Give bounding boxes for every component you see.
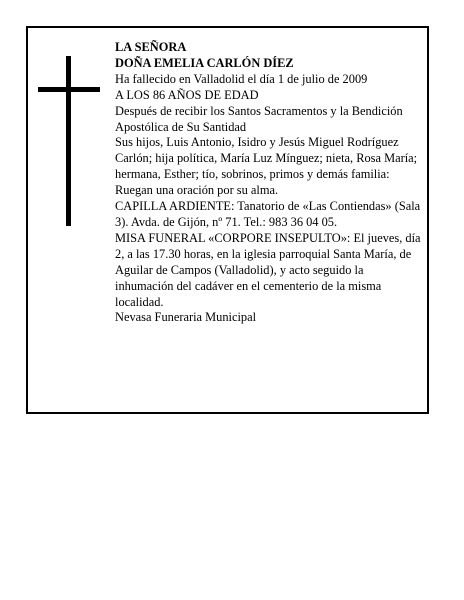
age-statement: A LOS 86 AÑOS DE EDAD [115,87,259,102]
cross-horizontal-bar [38,87,100,92]
family-paragraph: Sus hijos, Luis Antonio, Isidro y Jesús Miguel Rodríguez Carlón; hija política, María Luz Mínguez; nieta, Rosa María; hermana, Esther; tío, sobrinos, primos y demás familia: [115,135,418,182]
cross-vertical-bar [66,56,71,226]
chapel-paragraph: CAPILLA ARDIENTE: Tanatorio de «Las Contiendas» (Sala 3). Avda. de Gijón, nº 71. Tel.: 983 36 04 05. [115,199,421,229]
notice-text [115,40,425,326]
obituary-notice [26,26,429,414]
funeral-mass-paragraph: MISA FUNERAL «CORPORE INSEPULTO»: El jueves, día 2, a las 17.30 horas, en la iglesia parroquial Santa María, de Aguilar de Campos (Valladolid), y acto seguido la inhumación del cadáver en el cementerio de la misma localidad. [115,230,421,309]
notice-title: LA SEÑORA [115,40,187,54]
prayer-request: Ruegan una oración por su alma. [115,183,279,198]
latin-cross-icon [38,56,100,226]
sacraments-paragraph: Después de recibir los Santos Sacramentos y la Bendición Apostólica de Su Santidad [115,103,403,134]
deceased-name: DOÑA EMELIA CARLÓN DÍEZ [115,55,294,70]
death-statement: Ha fallecido en Valladolid el día 1 de julio de 2009 [115,71,368,86]
funeral-home: Nevasa Funeraria Municipal [115,310,257,325]
